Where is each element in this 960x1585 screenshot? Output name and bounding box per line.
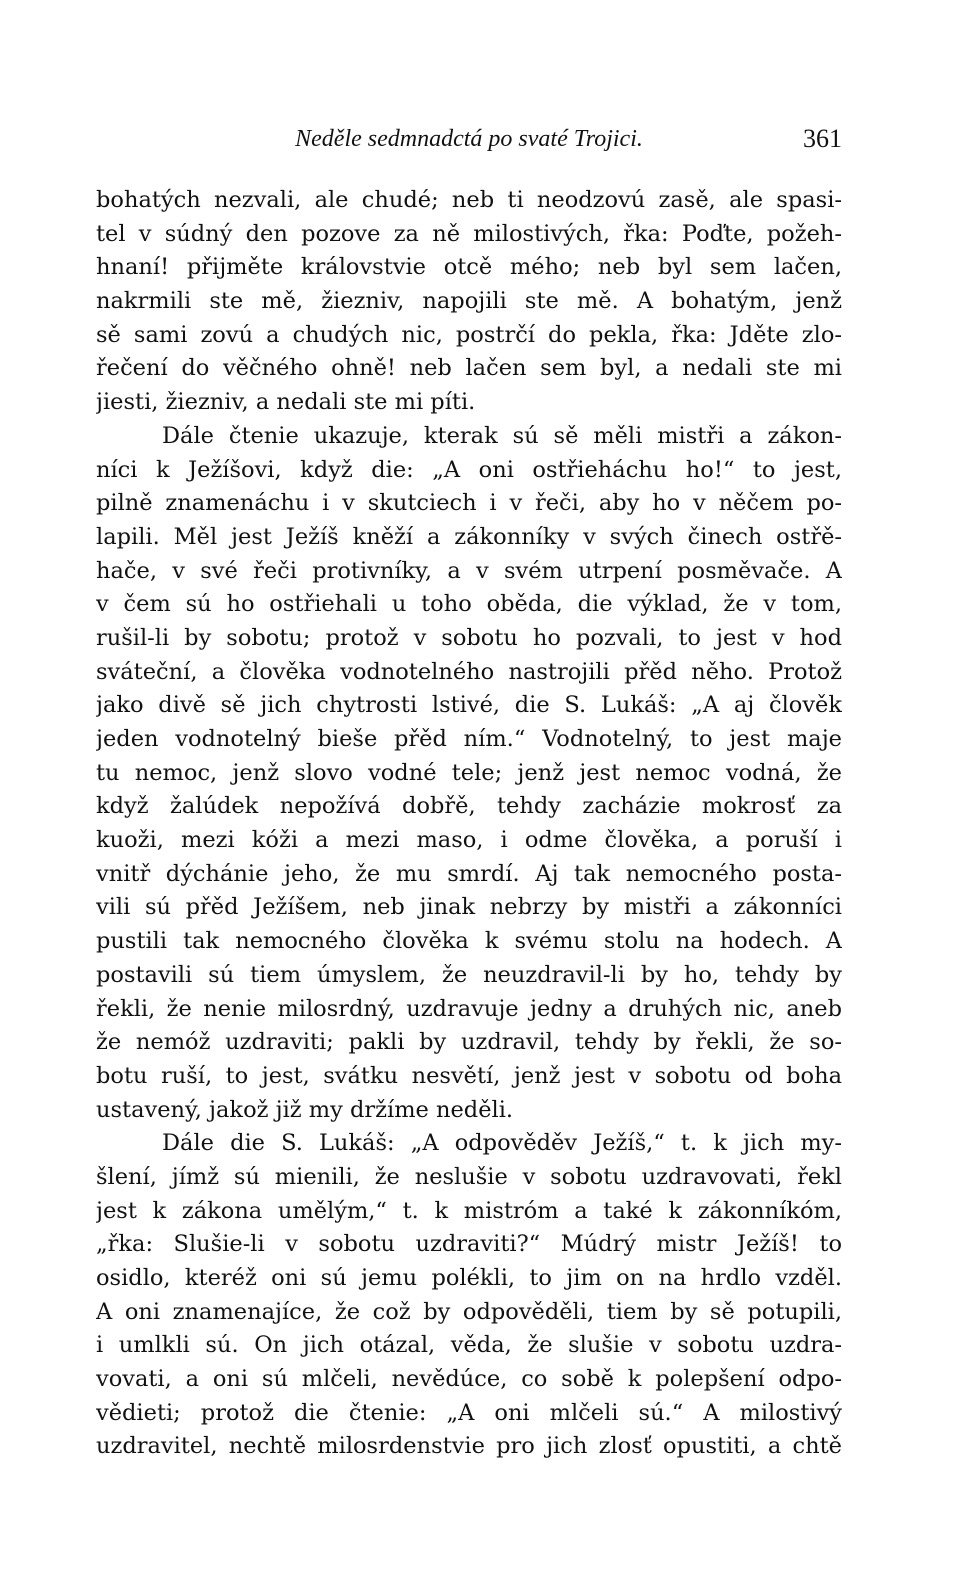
text-line: hače, v své řeči protivníky, a v svém utrpení posměvače. A <box>96 557 842 584</box>
text-line: i umlkli sú. On jich otázal, věda, že slušie v sobotu uzdra- <box>96 1332 842 1359</box>
text-line: sváteční, a člověka vodnotelného nastrojili přěd něho. Protož <box>96 658 842 685</box>
text-line: vili sú přěd Ježíšem, neb jinak nebrzy by mistři a zákonníci <box>96 894 842 921</box>
body-text <box>96 184 842 1464</box>
text-line: postavili sú tiem úmyslem, že neuzdravil-li by ho, tehdy by <box>96 961 842 988</box>
text-line: nakrmili ste mě, žiezniv, napojili ste mě. A bohatým, jenž <box>96 288 842 315</box>
text-line: pilně znamenáchu i v skutciech i v řeči, aby ho v něčem po- <box>96 490 842 517</box>
text-line: hnaní! přijměte královstvie otcě mého; neb byl sem lačen, <box>96 254 842 281</box>
text-line: pustili tak nemocného člověka k svému stolu na hodech. A <box>96 928 842 955</box>
text-line: vědieti; protož die čtenie: „A oni mlčeli sú.“ A milostivý <box>96 1399 842 1426</box>
text-line: jeden vodnotelný bieše přěd ním.“ Vodnotelný, to jest maje <box>96 726 842 752</box>
text-line: níci k Ježíšovi, když die: „A oni ostřieháchu ho!“ to jest, <box>96 456 842 483</box>
text-line: sě sami zovú a chudých nic, postrčí do pekla, řka: Jděte zlo- <box>96 321 842 348</box>
text-line: bohatých nezvali, ale chudé; neb ti neodzovú zasě, ale spasi- <box>96 187 842 213</box>
text-line: jako divě sě jich chytrosti lstivé, die S. Lukáš: „A aj člověk <box>96 692 842 719</box>
text-line: osidlo, kteréž oni sú jemu polékli, to jim on na hrdlo vzděl. <box>96 1265 842 1291</box>
text-line: A oni znamenajíce, že což by odpověděli, tiem by sě potupili, <box>96 1298 842 1325</box>
text-line: kuoži, mezi kóži a mezi maso, i odme člověka, a poruší i <box>96 827 842 854</box>
text-line: rušil-li by sobotu; protož v sobotu ho pozvali, to jest v hod <box>96 624 842 651</box>
text-line: že nemóž uzdraviti; pakli by uzdravil, tehdy by řekli, že so- <box>96 1029 842 1056</box>
text-line: vnitř dýchánie jeho, že mu smrdí. Aj tak nemocného posta- <box>96 860 842 887</box>
page-number: 361 <box>803 124 842 153</box>
text-line: šlení, jímž sú mienili, že neslušie v sobotu uzdravovati, řekl <box>96 1163 842 1190</box>
text-line: vovati, a oni sú mlčeli, nevědúce, co sobě k polepšení odpo- <box>96 1366 842 1393</box>
text-line: řekli, že nenie milosrdný, uzdravuje jedny a druhých nic, aneb <box>96 995 842 1022</box>
text-line: když žalúdek nepožívá dobřě, tehdy zacházie mokrosť za <box>96 793 842 820</box>
text-line: „řka: Slušie-li v sobotu uzdraviti?“ Múdrý mistr Ježíš! to <box>96 1231 842 1258</box>
text-line: tel v súdný den pozove za ně milostivých, řka: Poďte, požeh- <box>96 220 842 247</box>
text-line: řečení do věčného ohně! neb lačen sem byl, a nedali ste mi <box>96 355 842 382</box>
text-line: uzdravitel, nechtě milosrdenstvie pro jich zlosť opustiti, a chtě <box>96 1433 842 1460</box>
running-title: Neděle sedmnadctá po svaté Trojici. <box>295 126 643 152</box>
text-line: botu ruší, to jest, svátku nesvětí, jenž jest v sobotu od boha <box>96 1062 842 1089</box>
text-line: jiesti, žiezniv, a nedali ste mi píti. <box>96 389 476 416</box>
text-line: v čem sú ho ostřiehali u toho oběda, die výklad, že v tom, <box>96 591 842 618</box>
text-line: lapili. Měl jest Ježíš kněží a zákonníky v svých činech ostřě- <box>96 523 842 550</box>
text-line: tu nemoc, jenž slovo vodné tele; jenž jest nemoc vodná, že <box>96 759 842 786</box>
text-line: jest k zákona umělým,“ t. k mistróm a také k zákonníkóm, <box>96 1197 842 1224</box>
running-head <box>96 124 842 158</box>
text-line: Dále die S. Lukáš: „A odpověděv Ježíš,“ t. k jich my- <box>162 1130 842 1157</box>
text-line: Dále čtenie ukazuje, kterak sú sě měli mistři a zákon- <box>162 422 842 449</box>
text-line: ustavený, jakož již my držíme neděli. <box>96 1096 514 1123</box>
